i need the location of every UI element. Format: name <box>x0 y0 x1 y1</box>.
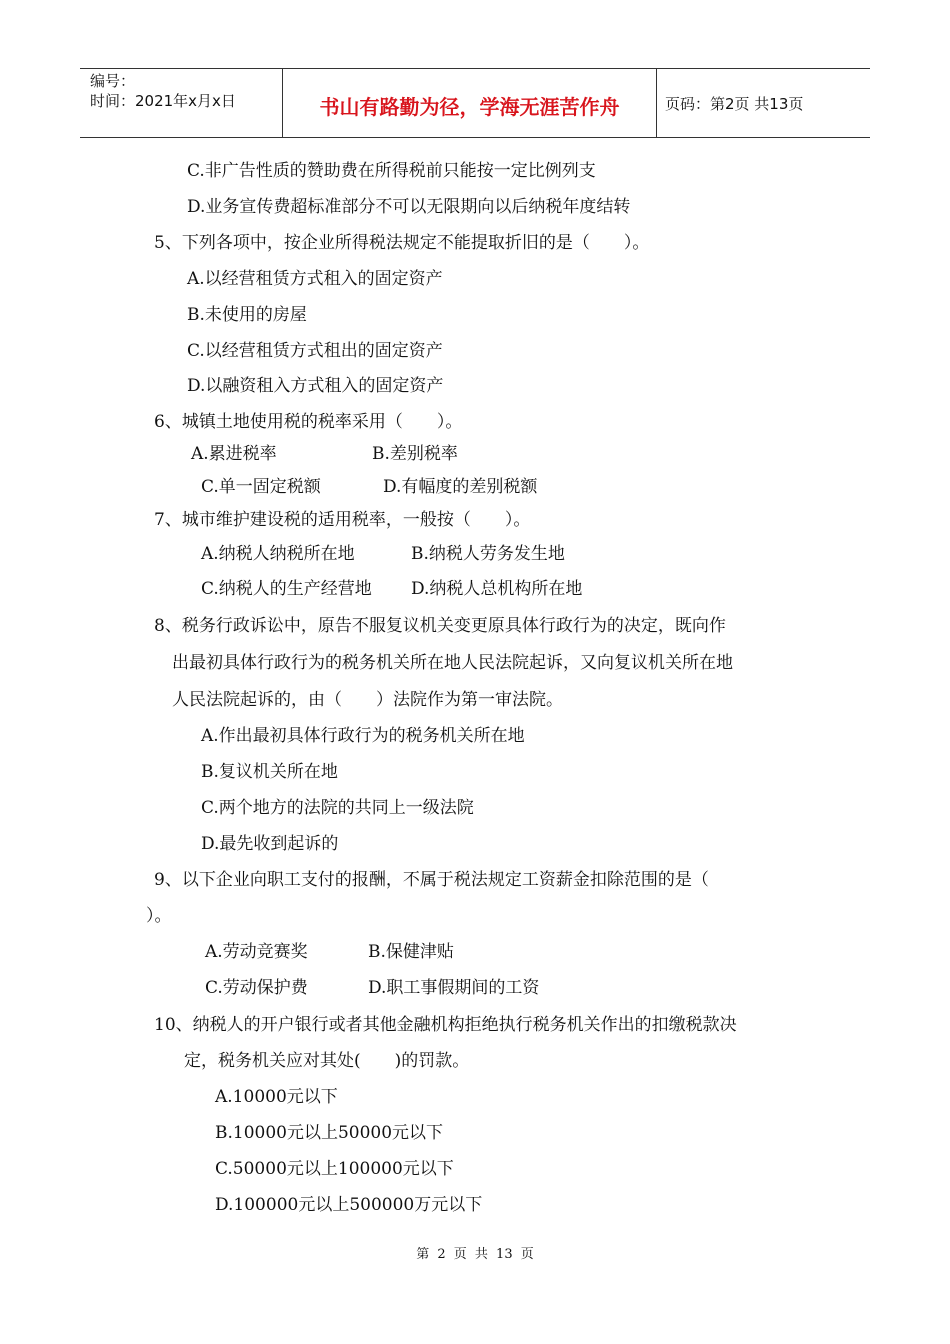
question-line: 8、税务行政诉讼中，原告不服复议机关变更原具体行政行为的决定，既向作 <box>154 616 726 636</box>
page-footer: 第 2 页 共 13 页 <box>416 1247 534 1262</box>
doc-time-label: 时间：2021年x月x日 <box>90 92 236 110</box>
question-line: 9、以下企业向职工支付的报酬，不属于税法规定工资薪金扣除范围的是（ <box>154 870 709 890</box>
option-line: A.10000元以下 <box>215 1087 338 1107</box>
option-line: B.纳税人劳务发生地 <box>411 544 565 564</box>
option-line: C.50000元以上100000元以下 <box>215 1159 454 1179</box>
option-line: A.劳动竞赛奖 <box>205 942 308 962</box>
option-line: A.作出最初具体行政行为的税务机关所在地 <box>201 726 525 746</box>
page-header <box>80 68 870 138</box>
header-divider <box>656 69 657 137</box>
option-line: B.复议机关所在地 <box>201 762 338 782</box>
option-line: D.以融资租入方式租入的固定资产 <box>187 376 444 396</box>
option-line: D.职工事假期间的工资 <box>368 978 540 998</box>
header-motto: 书山有路勤为径，学海无涯苦作舟 <box>319 95 620 119</box>
option-line: C.劳动保护费 <box>205 978 308 998</box>
option-line: D.100000元以上500000万元以下 <box>215 1195 483 1215</box>
question-line: 5、下列各项中，按企业所得税法规定不能提取折旧的是（ ）。 <box>154 233 650 253</box>
header-meta <box>90 71 236 111</box>
question-line: 6、城镇土地使用税的税率采用（ ）。 <box>154 412 463 432</box>
option-line: B.保健津贴 <box>368 942 454 962</box>
question-line: 人民法院起诉的，由（ ）法院作为第一审法院。 <box>172 690 563 710</box>
question-line: ）。 <box>146 906 172 926</box>
option-line: B.10000元以上50000元以下 <box>215 1123 444 1143</box>
doc-number-label: 编号： <box>90 72 136 90</box>
header-page-info: 页码：第2页 共13页 <box>665 95 804 113</box>
option-line: D.业务宣传费超标准部分不可以无限期向以后纳税年度结转 <box>187 197 631 217</box>
option-line: C.非广告性质的赞助费在所得税前只能按一定比例列支 <box>187 161 596 181</box>
question-line: 10、纳税人的开户银行或者其他金融机构拒绝执行税务机关作出的扣缴税款决 <box>154 1015 737 1035</box>
option-line: C.单一固定税额 <box>201 477 321 497</box>
option-line: B.差别税率 <box>372 444 458 464</box>
option-line: A.纳税人纳税所在地 <box>201 544 355 564</box>
option-line: D.有幅度的差别税额 <box>383 477 538 497</box>
option-line: C.两个地方的法院的共同上一级法院 <box>201 798 474 818</box>
question-line: 出最初具体行政行为的税务机关所在地人民法院起诉，又向复议机关所在地 <box>172 653 733 673</box>
option-line: C.纳税人的生产经营地 <box>201 579 372 599</box>
question-line: 7、城市维护建设税的适用税率，一般按（ ）。 <box>154 510 531 530</box>
option-line: D.纳税人总机构所在地 <box>411 579 583 599</box>
option-line: D.最先收到起诉的 <box>201 834 339 854</box>
option-line: A.累进税率 <box>191 444 277 464</box>
question-line: 定，税务机关应对其处( )的罚款。 <box>184 1051 470 1071</box>
option-line: B.未使用的房屋 <box>187 305 307 325</box>
option-line: C.以经营租赁方式租出的固定资产 <box>187 341 443 361</box>
option-line: A.以经营租赁方式租入的固定资产 <box>187 269 443 289</box>
